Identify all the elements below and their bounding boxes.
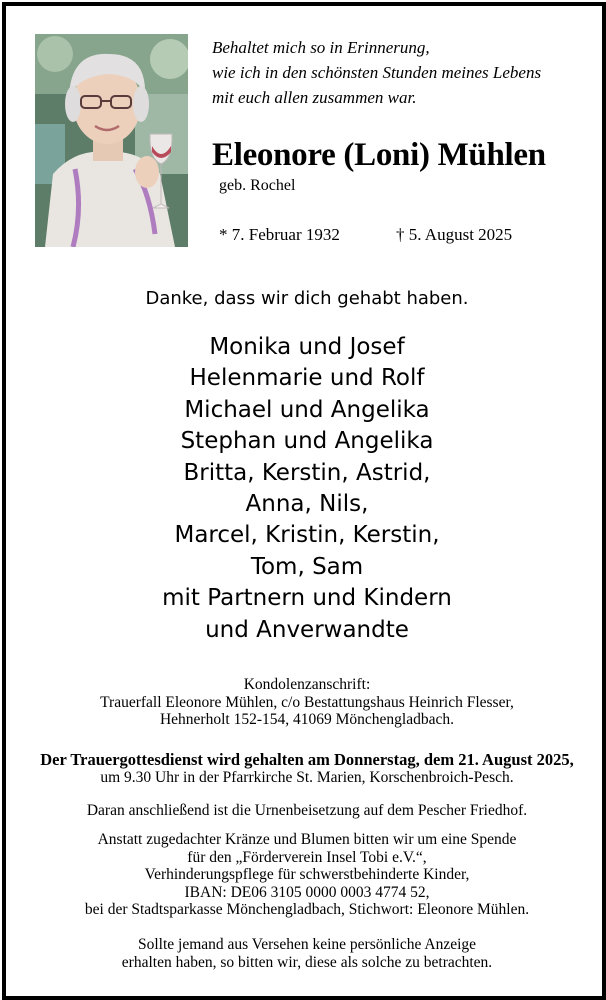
funeral-service [6, 751, 606, 786]
mourner-line: Stephan und Angelika [180, 428, 434, 455]
maiden-name: geb. Rochel [219, 177, 296, 194]
deceased-name: Eleonore (Loni) Mühlen [212, 137, 546, 173]
burial-line: Daran anschließend ist die Urnenbeisetzung auf dem Pescher Friedhof. [86, 802, 528, 819]
donation-line: bei der Stadtsparkasse Mönchengladbach, Stichwort: Eleonore Mühlen. [84, 901, 530, 919]
closing-note [6, 936, 606, 971]
donation-line: für den „Förderverein Insel Tobi e.V.“, [187, 848, 427, 866]
condolence-line: Kondolenzanschrift: [243, 676, 371, 693]
mourner-line: Anna, Nils, [245, 491, 369, 518]
mourner-line: Tom, Sam [250, 553, 364, 580]
donation-line: IBAN: DE06 3105 0000 0003 4774 52, [184, 883, 430, 901]
donation-line: Anstatt zugedachter Kränze und Blumen bitten wir um eine Spende [97, 831, 517, 848]
closing-line: Sollte jemand aus Versehen keine persönliche Anzeige [137, 936, 477, 953]
mourner-line: Monika und Josef [209, 334, 405, 360]
memorial-poem [212, 35, 592, 110]
obituary-frame [2, 2, 606, 1000]
mourners-list [6, 332, 606, 646]
portrait-image [35, 34, 188, 247]
mourner-line: Britta, Kerstin, Astrid, [183, 459, 431, 486]
donation-request [6, 831, 606, 919]
closing-line: erhalten haben, so bitten wir, diese als solche zu betrachten. [121, 953, 493, 971]
poem-line: wie ich in den schönsten Stunden meines Lebens [212, 63, 542, 82]
service-line: um 9.30 Uhr in der Pfarrkirche St. Marien, Korschenbroich-Pesch. [100, 768, 514, 786]
mourner-line: mit Partnern und Kindern [162, 585, 452, 612]
condolence-address [6, 676, 606, 729]
condolence-line: Trauerfall Eleonore Mühlen, c/o Bestattungshaus Heinrich Flesser, [100, 693, 514, 711]
burial-notice [6, 802, 606, 820]
death-date: † 5. August 2025 [396, 225, 513, 244]
service-heading: Der Trauergottesdienst wird gehalten am Donnerstag, dem 21. August 2025, [40, 750, 574, 769]
thanks-line: Danke, dass wir dich gehabt haben. [145, 288, 469, 309]
donation-line: Verhinderungspflege für schwerstbehinderte Kinder, [144, 866, 470, 884]
portrait-photo [35, 34, 188, 247]
poem-line: mit euch allen zusammen war. [212, 88, 417, 107]
birth-date: * 7. Februar 1932 [219, 225, 340, 244]
mourner-line: Michael und Angelika [184, 396, 430, 423]
condolence-line: Hehnerholt 152-154, 41069 Mönchengladbach. [159, 711, 454, 729]
poem-line: Behaltet mich so in Erinnerung, [212, 38, 430, 57]
mourner-line: Helenmarie und Rolf [189, 365, 425, 392]
mourner-line: und Anverwandte [205, 616, 409, 643]
mourner-line: Marcel, Kristin, Kerstin, [174, 522, 440, 549]
